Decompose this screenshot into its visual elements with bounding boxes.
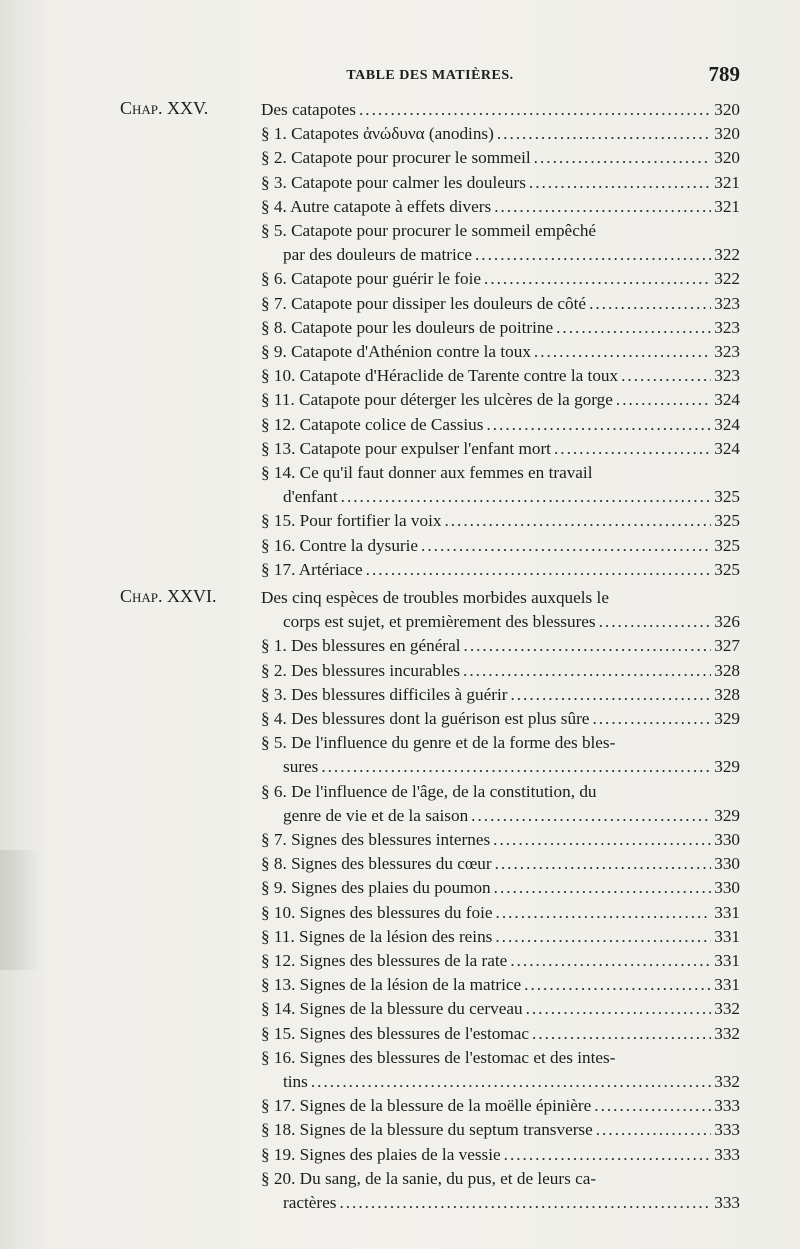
dot-leader [510,683,711,707]
dot-leader [311,1070,711,1094]
toc-entry [261,852,740,876]
toc-entry-line [261,755,740,779]
toc-entry [261,1143,740,1167]
dot-leader [526,997,711,1021]
toc-entry [261,634,740,658]
toc-entry [261,683,740,707]
toc-page-number: 325 [714,487,740,507]
toc-entry-text: § 10. Signes des blessures du foie [261,902,493,922]
toc-page-number: 322 [714,269,740,289]
toc-page-number: 323 [714,366,740,386]
toc-page-number: 325 [714,511,740,531]
toc-entry-line [261,195,740,219]
dot-leader [556,316,711,340]
toc-page-number: 331 [714,975,740,995]
toc-entry [261,586,740,634]
dot-leader [484,267,711,291]
toc-page-number: 325 [714,535,740,555]
toc-entry-line [261,1070,740,1094]
toc-entry [261,973,740,997]
toc-entry-line [261,683,740,707]
toc-entry-line [261,461,740,485]
chapter-entries [261,98,740,582]
dot-leader [529,171,711,195]
toc-entry-line [261,98,740,122]
page-edge-shadow [0,850,40,970]
toc-entry-text: d'enfant [283,487,338,507]
toc-entry-text: § 20. Du sang, de la sanie, du pus, et de leurs ca- [261,1168,597,1188]
toc-entry-line [261,997,740,1021]
toc-page-number: 333 [714,1144,740,1164]
toc-entry [261,461,740,509]
toc-entry-text: § 11. Signes de la lésion des reins [261,926,493,946]
toc-page-number: 332 [714,999,740,1019]
dot-leader [596,1118,711,1142]
toc-entry-text: Des cinq espèces de troubles morbides auxquels le [261,588,609,607]
running-header [120,62,740,92]
toc-entry-line [261,1118,740,1142]
toc-entry-text: § 19. Signes des plaies de la vessie [261,1144,501,1164]
toc-entry-line [261,340,740,364]
dot-leader [534,146,711,170]
toc-entry-text: § 15. Pour fortifier la voix [261,511,442,531]
toc-entry-line [261,267,740,291]
toc-entry-line [261,122,740,146]
dot-leader [463,659,711,683]
dot-leader [366,558,711,582]
toc-entry-line [261,316,740,340]
toc-entry-text: § 14. Signes de la blessure du cerveau [261,999,523,1019]
toc-entry [261,1094,740,1118]
dot-leader [471,804,711,828]
toc-entry-line [261,1167,740,1191]
toc-entry-line [261,586,740,610]
toc-entry [261,413,740,437]
toc-entry-text: § 1. Catapotes ἀνώδυνα (anodins) [261,124,494,144]
toc-entry [261,780,740,828]
toc-page-number: 323 [714,317,740,337]
toc-entry [261,876,740,900]
toc-page-number: 321 [714,196,740,216]
dot-leader [594,1094,711,1118]
dot-leader [494,195,711,219]
toc-entry-text: § 18. Signes de la blessure du septum transverse [261,1120,593,1140]
dot-leader [475,243,711,267]
toc-entry-line [261,731,740,755]
toc-entry-text: § 17. Signes de la blessure de la moëlle épinière [261,1096,592,1116]
toc-entry-text: tins [283,1072,308,1092]
toc-entry-line [261,1094,740,1118]
dot-leader [504,1143,711,1167]
header-title: TABLE DES MATIÈRES. [346,68,514,83]
toc-entry [261,925,740,949]
dot-leader [444,509,711,533]
dot-leader [497,122,711,146]
toc-entry-text: § 2. Catapote pour procurer le sommeil [261,148,531,168]
toc-entry-text: par des douleurs de matrice [283,245,472,265]
toc-entry-line [261,852,740,876]
toc-entry [261,1022,740,1046]
toc-page-number: 330 [714,854,740,874]
toc-entry [261,437,740,461]
toc-entry [261,267,740,291]
toc-entry-text: § 10. Catapote d'Héraclide de Tarente contre la toux [261,366,619,386]
dot-leader [321,755,711,779]
toc-entry-line [261,146,740,170]
toc-entry-line [261,707,740,731]
toc-entry [261,828,740,852]
toc-page-number: 328 [714,684,740,704]
toc-entry-text: § 13. Signes de la lésion de la matrice [261,975,522,995]
toc-entry-text: § 6. De l'influence de l'âge, de la constitution, du [261,781,597,801]
toc-page-number: 329 [714,709,740,729]
toc-entry-text: § 5. Catapote pour procurer le sommeil empêché [261,221,597,241]
dot-leader [510,949,711,973]
toc-page-number: 328 [714,660,740,680]
dot-leader [493,828,711,852]
toc-entry-text: genre de vie et de la saison [283,805,469,825]
dot-leader [554,437,711,461]
toc-entry [261,98,740,122]
toc-entry-text: § 7. Catapote pour dissiper les douleurs de côté [261,293,587,313]
toc-entry-text: § 8. Signes des blessures du cœur [261,854,492,874]
toc-page-number: 323 [714,293,740,313]
toc-entry-line [261,558,740,582]
dot-leader [599,610,711,634]
toc-entry [261,659,740,683]
toc-entry-line [261,171,740,195]
toc-entry-line [261,485,740,509]
toc-entry-text: § 14. Ce qu'il faut donner aux femmes en travail [261,463,593,483]
toc-page-number: 324 [714,414,740,434]
toc-page-number: 333 [714,1193,740,1213]
dot-leader [621,364,711,388]
toc-entry-line [261,413,740,437]
toc-entry [261,509,740,533]
toc-entry-line [261,901,740,925]
toc-entry-line [261,610,740,634]
toc-page-number: 329 [714,757,740,777]
toc-entry-text: § 3. Catapote pour calmer les douleurs [261,172,526,192]
dot-leader [495,852,711,876]
toc-entry-text: § 4. Autre catapote à effets divers [261,196,492,216]
toc-page-number: 331 [714,926,740,946]
toc-entry-line [261,659,740,683]
toc-entry [261,1167,740,1215]
toc-entry-text: § 2. Des blessures incurables [261,660,461,680]
dot-leader [524,973,711,997]
toc-page-number: 331 [714,951,740,971]
toc-entry-line [261,364,740,388]
toc-entry [261,171,740,195]
chapter-entries [261,586,740,1215]
toc-entry-line [261,1046,740,1070]
toc-entry-line [261,634,740,658]
chapter-label: Chap. XXV. [120,98,209,118]
toc-entry-line [261,534,740,558]
toc-page-number: 332 [714,1023,740,1043]
toc-entry [261,388,740,412]
toc-page-number: 320 [714,100,740,119]
toc-entry-text: § 7. Signes des blessures internes [261,830,491,850]
toc-entry-text: § 13. Catapote pour expulser l'enfant mort [261,438,551,458]
toc-entry [261,219,740,267]
toc-entry-line [261,509,740,533]
toc-page-number: 325 [714,559,740,579]
toc-page-number: 327 [714,636,740,656]
dot-leader [341,485,711,509]
toc-entry-line [261,973,740,997]
toc-entry-line [261,388,740,412]
toc-page-number: 333 [714,1096,740,1116]
toc-entry-text: § 16. Contre la dysurie [261,535,419,555]
toc-page-number: 330 [714,878,740,898]
toc-entry [261,1118,740,1142]
toc-entry-text: § 5. De l'influence du genre et de la forme des bles- [261,733,616,753]
toc-entry [261,146,740,170]
toc-entry-line [261,292,740,316]
toc-entry-text: § 1. Des blessures en général [261,636,461,656]
toc-page-number: 326 [714,612,740,632]
toc-entry-text: § 16. Signes des blessures de l'estomac et des intes- [261,1047,616,1067]
toc-entry-text: § 9. Signes des plaies du poumon [261,878,491,898]
toc-entry [261,997,740,1021]
dot-leader [534,340,711,364]
toc-entry [261,949,740,973]
toc-entry-text: § 8. Catapote pour les douleurs de poitrine [261,317,554,337]
toc-page-number: 320 [714,148,740,168]
toc-entry-text: § 15. Signes des blessures de l'estomac [261,1023,530,1043]
toc-entry-text: corps est sujet, et premièrement des blessures [283,612,596,632]
toc-entry-text: ractères [283,1193,337,1213]
dot-leader [495,925,711,949]
dot-leader [589,292,711,316]
toc-entry-line [261,1143,740,1167]
toc-entry-line [261,804,740,828]
dot-leader [592,707,711,731]
toc-entry-text: § 4. Des blessures dont la guérison est plus sûre [261,709,590,729]
dot-leader [532,1022,711,1046]
toc-page-number: 329 [714,805,740,825]
toc-entry-text: § 12. Signes des blessures de la rate [261,951,508,971]
dot-leader [616,388,711,412]
toc-entry [261,534,740,558]
toc-page-number: 330 [714,830,740,850]
toc-entry [261,901,740,925]
toc-page-number: 331 [714,902,740,922]
toc-entry [261,292,740,316]
toc-entry-line [261,219,740,243]
toc-entry-text: sures [283,757,319,777]
toc-entry [261,122,740,146]
toc-entry-line [261,243,740,267]
dot-leader [464,634,711,658]
toc-entry [261,707,740,731]
toc-page-number: 324 [714,438,740,458]
toc-entry-text: § 17. Artériace [261,559,363,579]
toc-entry-line [261,780,740,804]
toc-entry-text: § 6. Catapote pour guérir le foie [261,269,482,289]
toc-entry-text: Des catapotes [261,100,356,119]
toc-entry-line [261,925,740,949]
toc-entry-line [261,949,740,973]
toc-entry [261,316,740,340]
dot-leader [496,901,711,925]
toc-entry [261,340,740,364]
toc-page-number: 333 [714,1120,740,1140]
dot-leader [421,534,711,558]
toc-entry-line [261,1191,740,1215]
toc-entry-text: § 12. Catapote colice de Cassius [261,414,484,434]
toc-entry-line [261,828,740,852]
dot-leader [494,876,711,900]
toc-entry-text: § 9. Catapote d'Athénion contre la toux [261,342,531,362]
toc-entry [261,558,740,582]
toc-entry-text: § 3. Des blessures difficiles à guérir [261,684,508,704]
toc-entry-text: § 11. Catapote pour déterger les ulcères de la gorge [261,390,613,410]
toc-page-number: 322 [714,245,740,265]
toc-page-number: 324 [714,390,740,410]
toc-page-number: 321 [714,172,740,192]
toc-entry [261,364,740,388]
chapter-label: Chap. XXVI. [120,586,217,606]
dot-leader [359,98,711,122]
toc-page-number: 320 [714,124,740,144]
toc-page-number: 332 [714,1072,740,1092]
dot-leader [486,413,711,437]
toc-entry [261,731,740,779]
toc-entry [261,1046,740,1094]
toc-entry-line [261,437,740,461]
toc-page-number: 323 [714,342,740,362]
toc-entry [261,195,740,219]
page-number: 789 [708,62,740,86]
toc-entry-line [261,1022,740,1046]
toc-entry-line [261,876,740,900]
dot-leader [339,1191,711,1215]
